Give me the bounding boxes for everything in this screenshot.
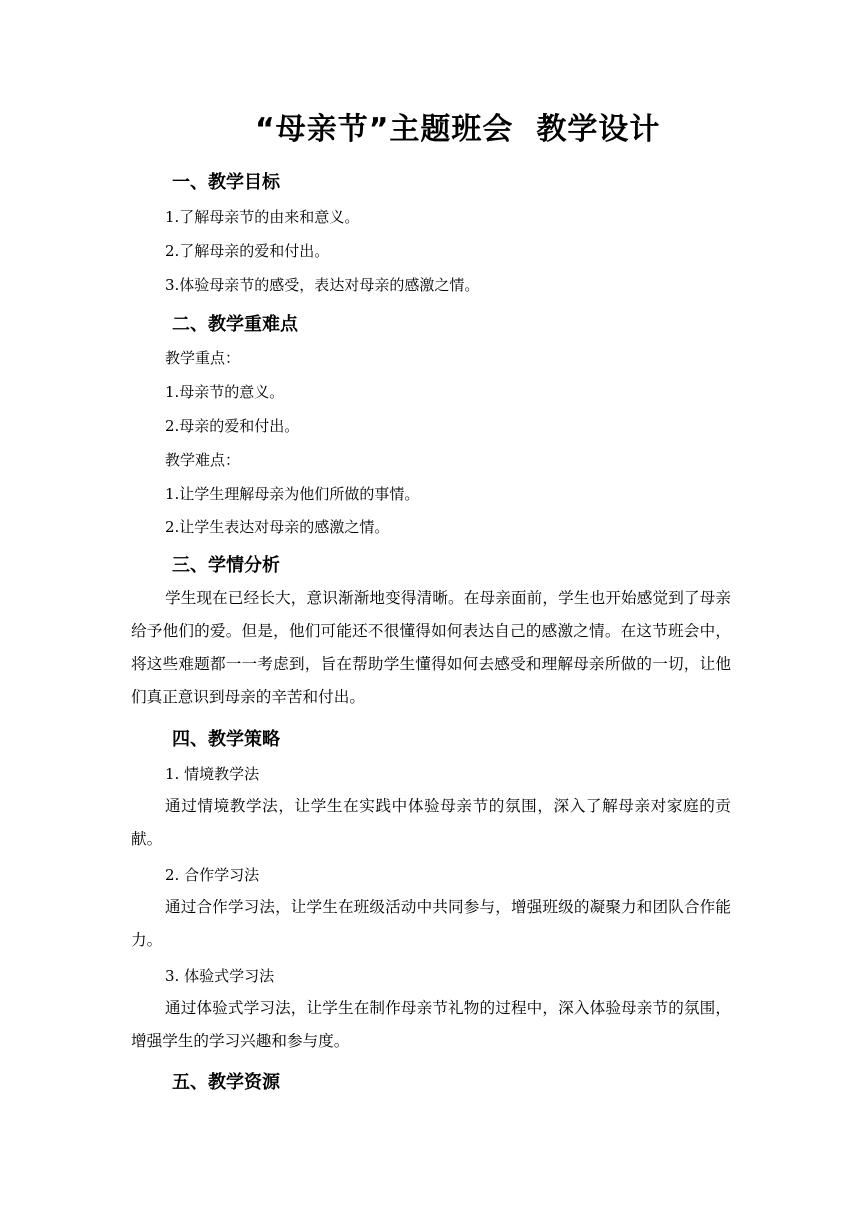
key-point-item: 1.母亲节的意义。	[165, 383, 285, 401]
objective-item: 1.了解母亲节的由来和意义。	[165, 208, 360, 226]
strategy-label: 1. 情境教学法	[165, 765, 260, 783]
key-point-item: 2.母亲的爱和付出。	[165, 417, 300, 435]
strategy-description: 通过情境教学法，让学生在实践中体验母亲节的氛围，深入了解母亲对家庭的贡献。	[131, 797, 731, 848]
strategy-label: 2. 合作学习法	[165, 866, 260, 884]
strategy-description: 通过合作学习法，让学生在班级活动中共同参与，增强班级的凝聚力和团队合作能力。	[131, 898, 731, 949]
strategy-description: 通过体验式学习法，让学生在制作母亲节礼物的过程中，深入体验母亲节的氛围，增强学生的学习兴趣和参与度。	[131, 999, 731, 1050]
section-heading-analysis: 三、学情分析	[172, 555, 280, 576]
difficulty-item: 2.让学生表达对母亲的感激之情。	[165, 518, 390, 536]
section-heading-objectives: 一、教学目标	[172, 172, 280, 193]
analysis-paragraph: 学生现在已经长大，意识渐渐地变得清晰。在母亲面前，学生也开始感觉到了母亲给予他们的爱。但是，他们可能还不很懂得如何表达自己的感激之情。在这节班会中，将这些难题都一一考虑到，旨在帮助学生懂得如何去感受和理解母亲所做的一切，让他们真正意识到母亲的辛苦和付出。	[131, 589, 731, 706]
objective-item: 2.了解母亲的爱和付出。	[165, 242, 330, 260]
section-heading-strategies: 四、教学策略	[172, 729, 280, 750]
difficulty-item: 1.让学生理解母亲为他们所做的事情。	[165, 485, 420, 503]
strategy-label: 3. 体验式学习法	[165, 967, 275, 985]
section-heading-key-points: 二、教学重难点	[172, 314, 298, 335]
difficulties-label: 教学难点：	[165, 451, 241, 469]
document-title: “母亲节”主题班会 教学设计	[255, 112, 661, 147]
objective-item: 3.体验母亲节的感受，表达对母亲的感激之情。	[165, 276, 480, 294]
key-points-label: 教学重点：	[165, 349, 241, 367]
section-heading-resources: 五、教学资源	[172, 1072, 280, 1093]
